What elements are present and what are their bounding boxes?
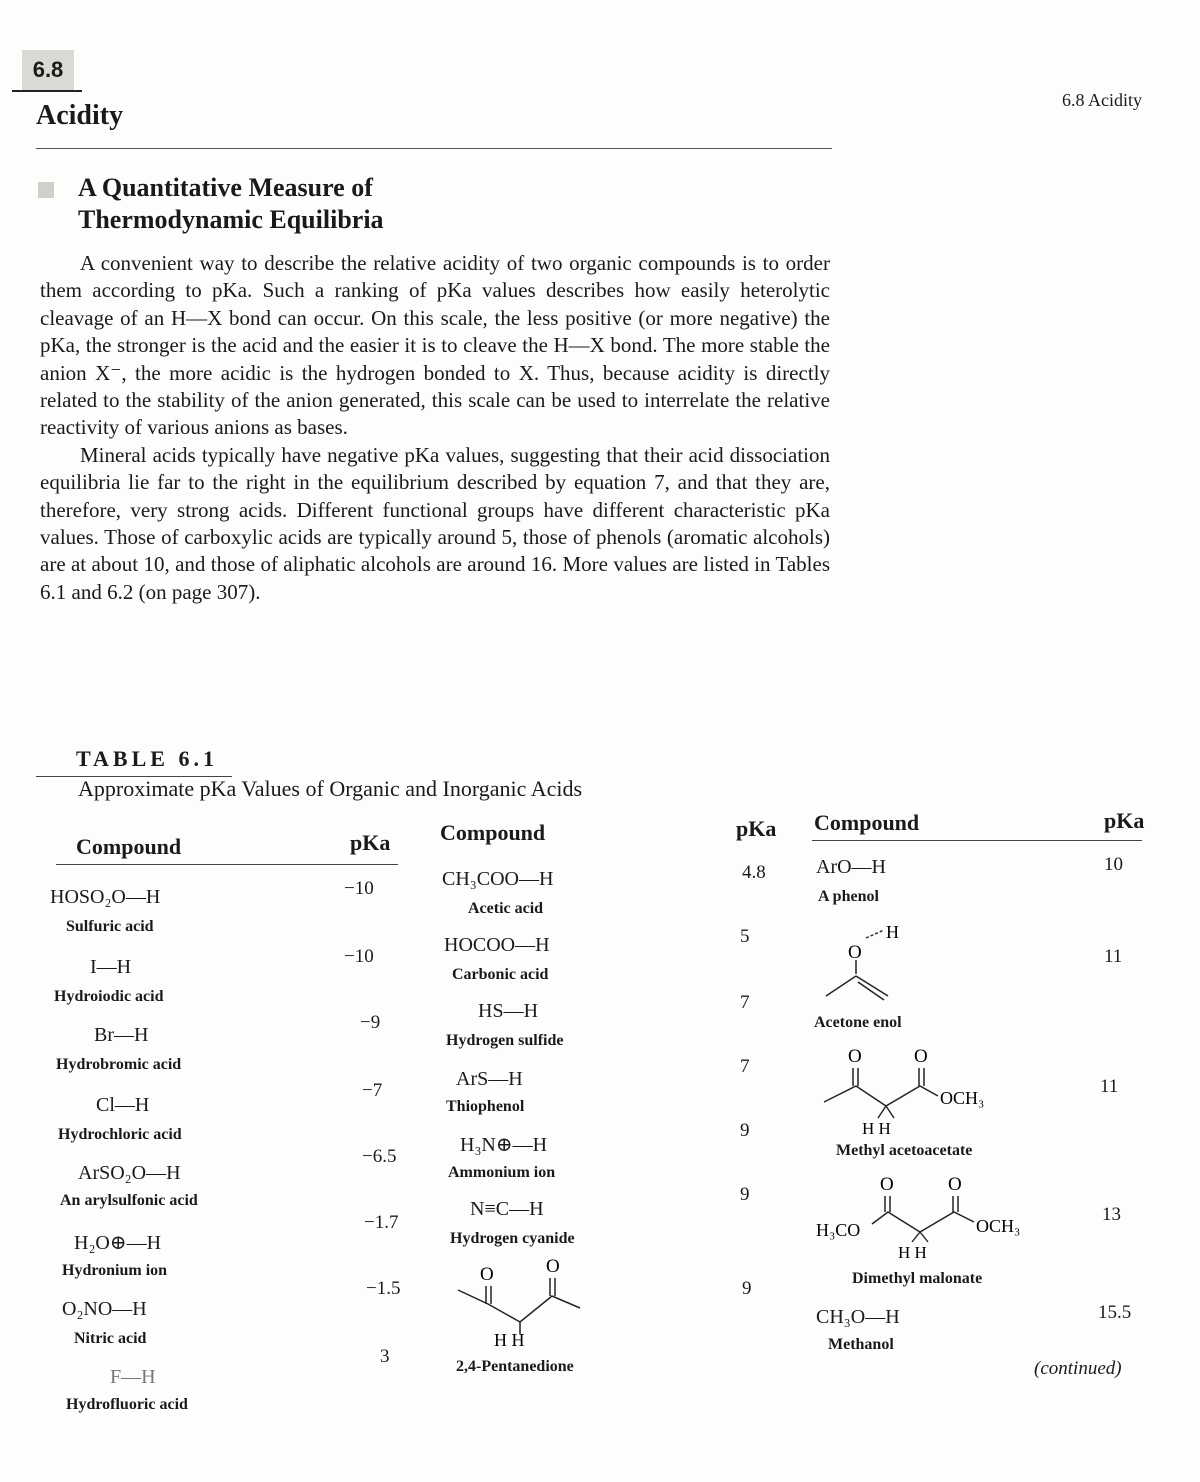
methyl-acetoacetate-structure <box>820 1042 1030 1142</box>
structure-atom-o: O <box>914 1046 928 1067</box>
structure-atom-o: O <box>848 1046 862 1067</box>
table-cell-name: An arylsulfonic acid <box>60 1192 198 1209</box>
col1-header-pka: pKa <box>350 830 391 855</box>
table-cell-pka: 13 <box>1102 1204 1121 1225</box>
col3-header-pka: pKa <box>1104 808 1145 833</box>
table-cell-name: Methyl acetoacetate <box>836 1142 973 1159</box>
table-cell-pka: 10 <box>1104 854 1123 875</box>
table-cell-pka: 5 <box>740 926 750 947</box>
table-cell-formula: CH₃O—H <box>816 1306 900 1328</box>
section-number: 6.8 <box>22 50 74 90</box>
table-cell-formula: H₃N⊕—H <box>460 1134 548 1156</box>
table-cell-pka: −1.5 <box>366 1278 401 1299</box>
table-cell-name: Hydrochloric acid <box>58 1126 182 1143</box>
structure-hydrogens: H H <box>898 1243 927 1262</box>
table-cell-formula: I—H <box>90 956 132 978</box>
pentanedione-structure <box>450 1252 600 1362</box>
table-cell-formula: H₂O⊕—H <box>74 1232 162 1254</box>
table-cell-formula: ArS—H <box>456 1068 523 1090</box>
paragraph: Mineral acids typically have negative pKa values, suggesting that their acid dissociation equilibria lie far to the right in the equilibrium described by equation 7, and that they are, therefore, very strong acids. Different functional groups have different characteristic pKa values. Those of carboxylic acids are typically around 5, those of phenols (aromatic alcohols) are at about 10, and those of aliphatic alcohols are around 16. More values are listed in Tables 6.1 and 6.2 (on page 307). <box>40 442 830 604</box>
table-cell-name: Hydroiodic acid <box>54 988 164 1005</box>
structure-atom-o: O <box>948 1174 962 1195</box>
section-number-rule <box>12 90 82 92</box>
table-cell-pka: 11 <box>1100 1076 1119 1097</box>
table-cell-name: Hydrobromic acid <box>56 1056 182 1073</box>
section-rule <box>36 148 832 149</box>
table-cell-formula: HOSO₂O—H <box>50 886 161 908</box>
table-cell-name: Hydrofluoric acid <box>66 1396 188 1413</box>
structure-hydrogens: H H <box>494 1330 525 1350</box>
col2-header-compound: Compound <box>440 820 546 845</box>
table-cell-name: Methanol <box>828 1336 894 1353</box>
subsection-heading <box>78 172 384 236</box>
table-cell-formula: Br—H <box>94 1024 149 1046</box>
table-cell-name: Ammonium ion <box>448 1164 556 1181</box>
structure-atom-o: O <box>848 942 862 963</box>
structure-atom-o: O <box>546 1256 560 1277</box>
structure-atom-h: H <box>886 922 899 942</box>
table-cell-name: Acetone enol <box>814 1014 902 1031</box>
table-cell-pka: 4.8 <box>742 862 766 883</box>
table-cell-formula: HS—H <box>478 1000 539 1022</box>
acetone-enol-structure <box>820 916 930 1006</box>
col2-header-pka: pKa <box>736 816 777 841</box>
table-cell-pka: −1.7 <box>364 1212 399 1233</box>
dimethyl-malonate-structure <box>814 1170 1044 1266</box>
table-cell-pka: 7 <box>740 992 750 1013</box>
body-text <box>40 250 830 606</box>
table-cell-name: Sulfuric acid <box>66 918 154 935</box>
table-cell-pka: 15.5 <box>1098 1302 1132 1323</box>
table-cell-formula: ArO—H <box>816 856 886 878</box>
col1-header-rule <box>56 864 398 865</box>
table-cell-name: A phenol <box>818 888 879 905</box>
table-cell-formula: CH₃COO—H <box>442 868 554 890</box>
col1-header-compound: Compound <box>76 834 182 859</box>
table-cell-name: Carbonic acid <box>452 966 549 983</box>
structure-group-och3: OCH₃ <box>976 1216 1021 1236</box>
subsection-heading-line1: A Quantitative Measure of <box>78 173 373 202</box>
col3-header-rule <box>812 840 1142 841</box>
table-cell-formula: O₂NO—H <box>62 1298 147 1320</box>
table-cell-name: Dimethyl malonate <box>852 1270 983 1287</box>
subsection-heading-line2: Thermodynamic Equilibria <box>78 205 384 234</box>
table-label: TABLE 6.1 <box>76 746 218 771</box>
table-cell-formula: Cl—H <box>96 1094 150 1116</box>
subsection-marker <box>38 182 54 198</box>
table-cell-name: Hydronium ion <box>62 1262 168 1279</box>
table-cell-formula: HOCOO—H <box>444 934 550 956</box>
table-cell-name: Hydrogen cyanide <box>450 1230 575 1247</box>
table-cell-name: Thiophenol <box>446 1098 525 1115</box>
structure-group-h3co: H₃CO <box>816 1220 861 1240</box>
table-cell-name: Hydrogen sulfide <box>446 1032 564 1049</box>
table-cell-pka: −10 <box>344 946 374 967</box>
paragraph: A convenient way to describe the relative acidity of two organic compounds is to order them according to pKa. Such a ranking of pKa values describes how easily heterolytic cleavage of an H—X bond can occur. On this scale, the less positive (or more negative) the pKa, the stronger is the acid and the easier it is to cleave the H—X bond. The more stable the anion X⁻, the more acidic is the hydrogen bonded to X. Thus, because acidity is directly related to the stability of the anion generated, this scale can be used to interrelate the relative reactivity of various anions as bases. <box>40 251 830 440</box>
table-cell-pka: −9 <box>360 1012 381 1033</box>
table-cell-pka: −6.5 <box>362 1146 397 1167</box>
structure-group-och3: OCH₃ <box>940 1088 985 1108</box>
table-cell-formula: ArSO₂O—H <box>78 1162 181 1184</box>
structure-atom-o: O <box>480 1264 494 1285</box>
col3-header-compound: Compound <box>814 810 920 835</box>
table-cell-formula: F—H <box>110 1366 156 1388</box>
table-cell-pka: 11 <box>1104 946 1123 967</box>
table-cell-pka: 9 <box>740 1184 750 1205</box>
table-cell-pka: −7 <box>362 1080 383 1101</box>
table-caption: Approximate pKa Values of Organic and Inorganic Acids <box>78 776 583 801</box>
table-cell-pka: 7 <box>740 1056 750 1077</box>
structure-hydrogens: H H <box>862 1119 891 1138</box>
table-cell-pka: −10 <box>344 878 374 899</box>
structure-atom-o: O <box>880 1174 894 1195</box>
continued-note: (continued) <box>1034 1358 1122 1379</box>
table-cell-name: Acetic acid <box>468 900 544 917</box>
running-head: 6.8 Acidity <box>1062 90 1142 110</box>
table-cell-name: 2,4-Pentanedione <box>456 1358 574 1375</box>
section-title: Acidity <box>36 100 124 131</box>
table-cell-pka: 3 <box>380 1346 390 1367</box>
table-cell-pka: 9 <box>742 1278 752 1299</box>
table-cell-name: Nitric acid <box>74 1330 147 1347</box>
table-cell-pka: 9 <box>740 1120 750 1141</box>
table-cell-formula: N≡C—H <box>470 1198 544 1220</box>
